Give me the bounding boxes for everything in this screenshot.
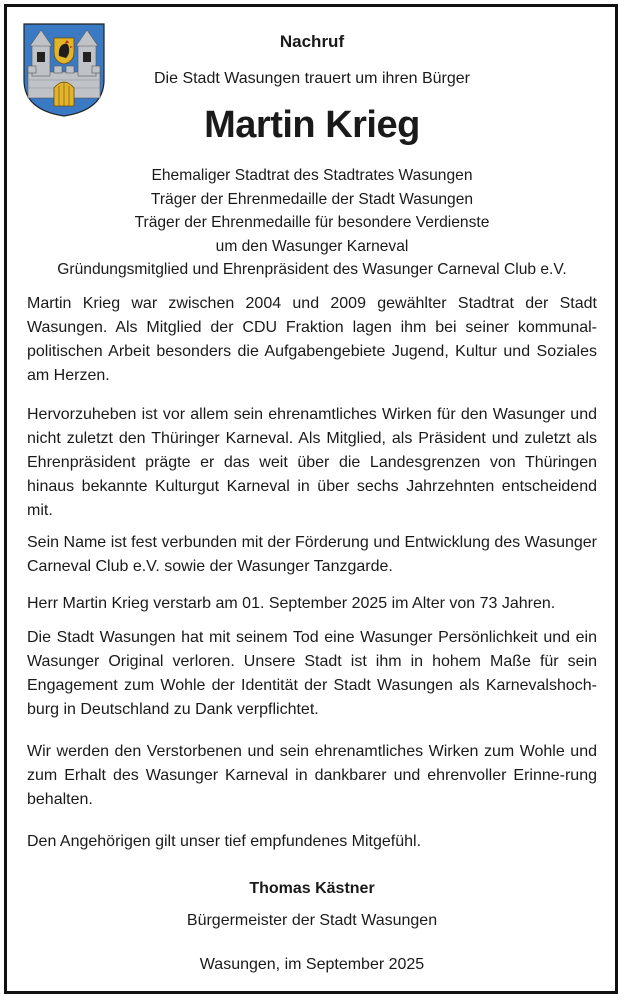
body-paragraph: Wir werden den Verstorbenen und sein ehrenamtliches Wirken zum Wohle und zum Erhalt des Wasunger Karneval in dankbarer und ehrenvoller Erinne-rung behalten. xyxy=(27,743,597,808)
place-date: Wasungen, im September 2025 xyxy=(199,956,425,973)
honors-list xyxy=(0,164,624,282)
body-paragraph: Sein Name ist fest verbunden mit der Förderung und Entwicklung des Wasunger Carneval Club e.V. sowie der Wasunger Tanzgarde. xyxy=(27,534,597,575)
honor-line: Gründungsmitglied und Ehrenpräsident des Wasunger Carneval Club e.V. xyxy=(57,261,567,278)
intro-line: Die Stadt Wasungen trauert um ihren Bürger xyxy=(153,70,470,87)
signer-title: Bürgermeister der Stadt Wasungen xyxy=(186,912,438,929)
body-paragraph: Die Stadt Wasungen hat mit seinem Tod eine Wasunger Persönlichkeit und ein Wasunger Original verloren. Unsere Stadt ist ihm in hohem Maße für sein Engagement zum Wohle der Identität der Stadt Wasungen als Karnevalshoch-burg in Deutschland zu Dank verpflichtet. xyxy=(27,629,597,718)
honor-line: Ehemaliger Stadtrat des Stadtrates Wasungen xyxy=(151,167,473,184)
honor-line: Träger der Ehrenmedaille für besondere Verdienste xyxy=(134,214,490,231)
notice-title: Nachruf xyxy=(279,32,345,51)
honor-line: um den Wasunger Karneval xyxy=(215,237,409,255)
honor-line: Träger der Ehrenmedaille der Stadt Wasungen xyxy=(150,190,474,208)
deceased-name: Martin Krieg xyxy=(204,104,420,146)
body-paragraph: Hervorzuheben ist vor allem sein ehrenamtliches Wirken für den Wasunger und nicht zuletzt den Thüringer Karneval. Als Mitglied, als Präsident und zuletzt als Ehrenpräsident prägte er das weit über die Landesgrenzen von Thüringen hinaus bekannte Kulturgut Karneval in über sechs Jahrzehnten entscheidend mit. xyxy=(27,406,597,519)
body-paragraph: Herr Martin Krieg verstarb am 01. September 2025 im Alter von 73 Jahren. xyxy=(27,595,556,612)
signer-name: Thomas Kästner xyxy=(249,880,375,897)
body-paragraph: Den Angehörigen gilt unser tief empfundenes Mitgefühl. xyxy=(27,833,422,850)
body-paragraph: Martin Krieg war zwischen 2004 und 2009 gewählter Stadtrat der Stadt Wasungen. Als Mitglied der CDU Fraktion lagen ihm bei seiner kommunal-politischen Arbeit besonders die Aufgabengebiete Jugend, Kultur und Soziales am Herzen. xyxy=(27,295,597,384)
